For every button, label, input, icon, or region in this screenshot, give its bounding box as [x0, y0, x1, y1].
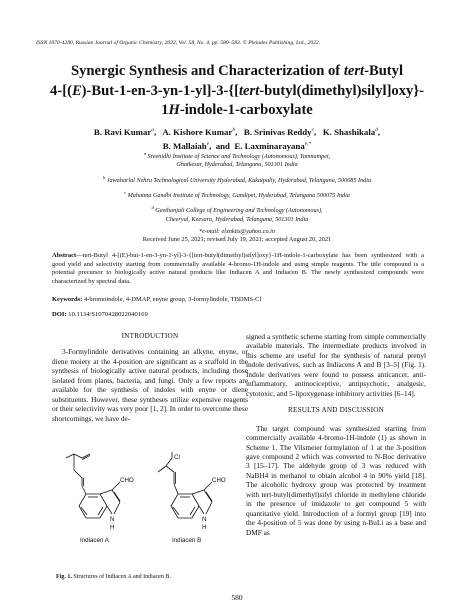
- doi-label: DOI:: [52, 311, 67, 318]
- structures-drawing: [60, 452, 244, 570]
- affiliation-mark: b: [102, 174, 106, 180]
- author-affil-mark: b: [232, 127, 236, 133]
- title-part: 4-[(: [50, 82, 72, 99]
- affiliation: [36, 189, 438, 200]
- affiliation-list: [36, 150, 438, 240]
- title-part: 1: [161, 102, 169, 118]
- figure-caption: [56, 574, 252, 581]
- figure-caption-label: Fig. 1.: [56, 574, 72, 580]
- section-heading-introduction: INTRODUCTION: [121, 332, 179, 340]
- hydrogen-label: H: [110, 524, 115, 531]
- author-name: B. Srinivas Reddy: [243, 126, 312, 137]
- author-name: E. Laxminarayana: [234, 141, 305, 152]
- chlorine-label: Cl: [174, 454, 180, 461]
- author-name: B. Mallaiah: [162, 141, 207, 152]
- author-list: B. Ravi Kumar$^a$, A. Kishore Kumar$^b$, B. Srinivas Reddy$^c$, K. Shashikala$^d$, B. Mallaiah$^e$, and E. Laxminarayana$^{e,*}$: [93, 126, 381, 152]
- journal-header: ISSN 1070-4280, Russian Journal of Organic Chemistry, 2022, Vol. 58, No. 4, pp. 580–583. © Pleiades Publishing, Ltd., 2022.: [36, 40, 321, 46]
- cho-label: CHO: [212, 477, 226, 484]
- affiliation-text: Jawaharlal Nehru Technological University Hyderabad, Kukatpally, Hyderabad, Telangana, 500085 India: [106, 176, 372, 184]
- abstract: [52, 252, 424, 286]
- nitrogen-label: N: [110, 516, 115, 523]
- right-column: [246, 332, 426, 537]
- received-dates: Received June 25, 2021; revised July 19, 2021; accepted August 20, 2021: [142, 236, 332, 243]
- cho-label: CHO: [120, 477, 134, 484]
- affiliation: [36, 204, 438, 224]
- email-text[interactable]: *e-mail: elxnkits@yahoo.co.in: [199, 227, 275, 235]
- indiacen-b-label: Indiacen B: [172, 537, 202, 544]
- author-affil-mark: d: [375, 127, 378, 133]
- page-number: 580: [231, 593, 243, 602]
- affiliation-text: Cheeryal, Keesara, Hyderabad, Telangana, 501301 India: [165, 215, 309, 223]
- author-affil-mark: e: [206, 141, 210, 148]
- affiliation-text: Sreenidhi Institute of Science and Technology (Autonomous), Yamnampet,: [147, 153, 331, 161]
- title-part: )-But-1-en-3-yn-1-yl]-3-{[: [81, 82, 239, 99]
- affiliation: [36, 150, 438, 170]
- hydrogen-label: H: [202, 524, 207, 531]
- doi-link[interactable]: 10.1134/S1070428022040169: [66, 311, 148, 318]
- title-part: tert: [343, 63, 365, 79]
- section-heading-results: RESULTS AND DISCUSSION: [288, 406, 384, 415]
- affiliation-text: Geethanjali College of Engineering and Technology (Autonomous),: [155, 207, 323, 215]
- figure-1: [60, 452, 244, 570]
- keywords-text: 4-bromoindole, 4-DMAP, enyne group, 3-formylindole, TBDMS-Cl: [82, 296, 262, 303]
- article-title: [40, 62, 434, 121]
- title-part: -butyl(dimethyl)silyl]oxy}-: [259, 82, 424, 99]
- author-name: K. Shashikala: [322, 126, 376, 137]
- body-paragraph: signed a synthetic scheme starting from simple commercially available materials. The intermediate products involved in this scheme are useful for the synthesis of natural prenyl indole derivatives, such as Indiacens A and B [3–5] (Fig. 1). Indole derivatives were found to possess anticancer, anti-inflammatory, antinociceptive, antipsychotic, analgesic, cytotoxic, and 5-lipoxygenase inhibitory activities [6–14].: [246, 332, 426, 398]
- doi: [52, 311, 424, 320]
- title-part: tert: [239, 82, 260, 99]
- author-name: B. Ravi Kumar: [93, 126, 152, 137]
- affiliation-text: Mahatma Gandhi Institute of Technology, Gandipet, Hyderabad, Telangana 500075 India: [127, 192, 350, 199]
- author-affil-mark: e,*: [304, 141, 312, 148]
- affiliation-mark: d: [151, 205, 154, 211]
- affiliation: [36, 174, 438, 185]
- affiliation-mark: a: [143, 151, 146, 156]
- abstract-text: —tert-Butyl 4-[(E)-but-1-en-3-yn-1-yl]-3-{[tert-butyl(dimethyl)silyl]oxy}-1H-indole-1-carboxylate has been synthesized with a good yield and selectivity starting from commercially available 4-bromo-1H-indole and using simple reagents. The title compound is a potential precursor to biologically active natural products like Indiacen A and Indiacen B. The newly synthesized compounds were characterized by spectral data.: [52, 252, 424, 285]
- title-part: -Butyl: [364, 63, 404, 79]
- affiliation-text: Ghatkesar, Hyderabad, Telangana, 501301 India: [176, 161, 298, 169]
- indiacen-a-label: Indiacen A: [80, 537, 109, 544]
- body-paragraph: The target compound was synthesized starting from commercially available 4-bromo-1H-indole (1) as shown in Scheme 1. The Vilsmeier formylation of 1 at the 3-position gave compound 2 which was converted to N-Boc derivative 3 [15–17]. The aldehyde group of 3 was reduced with NaBH4 in methanol to obtain alcohol 4 in 90% yield [18]. The alcoholic hydroxy group was protected by treatment with tert-butyl(dimethyl)silyl chloride in methylene chloride in the presence of imidazole to get compound 5 with quantitative yield. Introduction of a formyl group [19] into the 4-position of 5 was done by using n-BuLi as a base and DMF as: [246, 423, 426, 537]
- figure-caption-text: Structures of Indiacen A and Indiacen B.: [71, 574, 171, 580]
- title-part: -indole-1-carboxylate: [179, 102, 313, 118]
- body-paragraph: 3-Formylindole derivatives containing an alkyne, enyne, or diene moiety at the 4-position are significant as a scaffold in the synthesis of biologically active natural products, including those isolated from plants, bacteria, and fungi. Only a few reports are available for the synthesis of indoles with enyne or diene substituents. However, these syntheses utilize expensive reagents or their selectivity was very poor [1, 2]. In order to overcome these shortcomings, we have de-: [52, 347, 248, 423]
- author-affil-mark: c: [311, 127, 315, 133]
- title-part: E: [71, 82, 82, 99]
- title-part: H: [168, 102, 180, 118]
- affiliation-mark: c: [124, 189, 127, 195]
- author-affil-mark: a: [151, 127, 155, 133]
- indiacen-a-structure: [66, 454, 120, 518]
- title-part: Synergic Synthesis and Characterization of: [70, 63, 344, 79]
- nitrogen-label: N: [202, 516, 207, 523]
- abstract-label: Abstract: [52, 252, 77, 259]
- keywords-label: Keywords:: [52, 296, 83, 303]
- indiacen-b-structure: [158, 452, 212, 518]
- left-column: [52, 332, 248, 423]
- author-name: A. Kishore Kumar: [162, 126, 233, 137]
- keywords: [52, 296, 424, 305]
